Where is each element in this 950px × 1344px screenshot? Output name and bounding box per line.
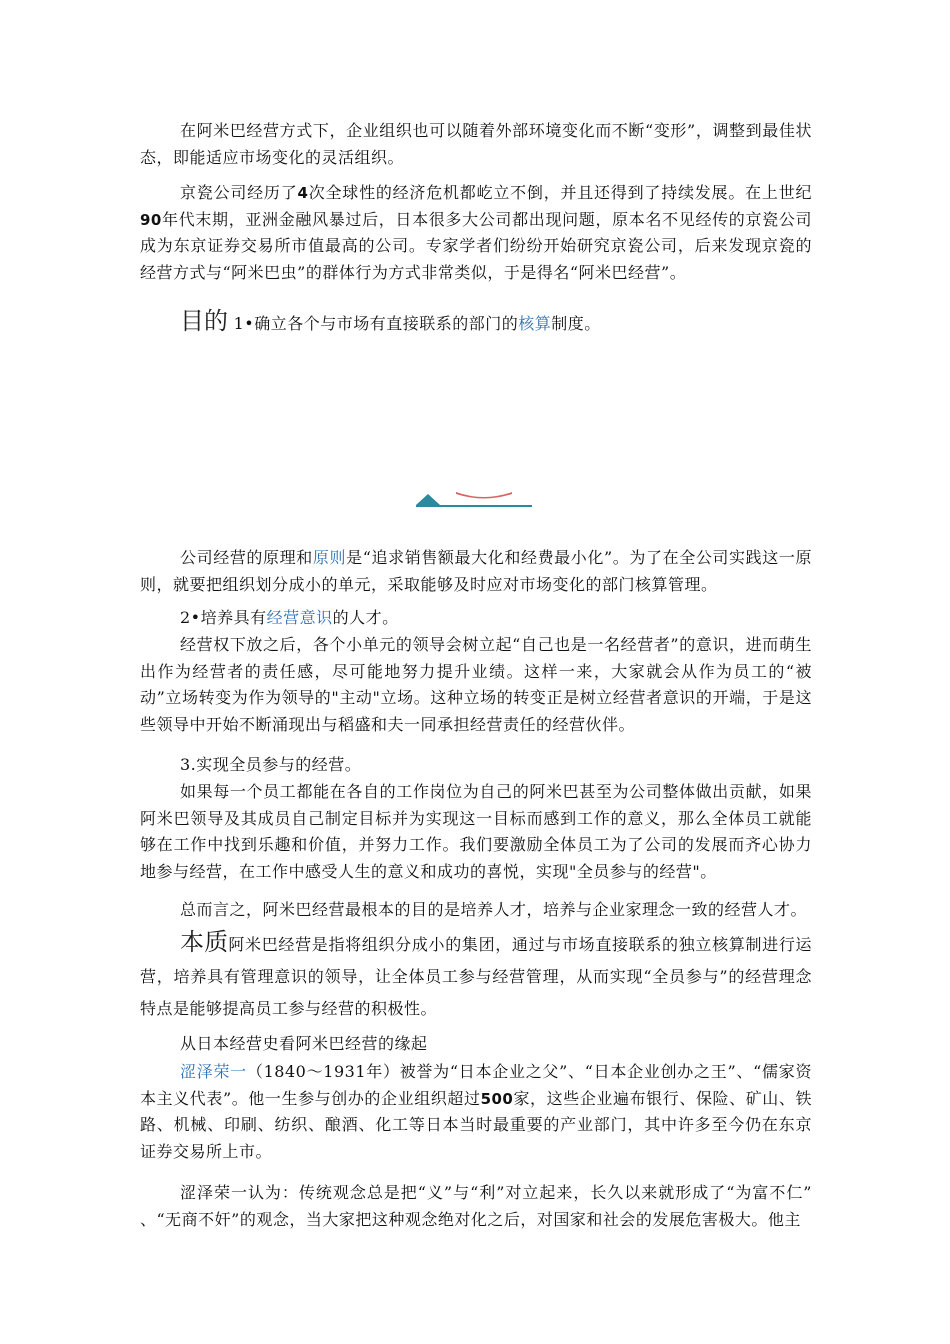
paragraph-purpose-3: 3.实现全员参与的经营。 [180, 755, 362, 774]
paragraph-summary: 总而言之，阿米巴经营最根本的目的是培养人才，培养与企业家理念一致的经营人才。 [180, 900, 808, 919]
paragraph-purpose-2: 2•培养具有经营意识的人才。 [180, 608, 399, 627]
paragraph-shibusawa: 涩泽荣一（1840～1931年）被誉为“日本企业之父”、“日本企业创办之王”、“儒家资本主义代表”。他一生参与创办的企业组织超过500家，这些企业遍布银行、保险、矿山、铁路、机械、印刷、纺织、酿酒、化工等日本当时最重要的产业部门，其中许多至今仍在东京证券交易所上市。 [140, 1062, 812, 1161]
paragraph-kyocera-history: 京瓷公司经历了4次全球性的经济危机都屹立不倒，并且还得到了持续发展。在上世纪90年代末期，亚洲金融风暴过后，日本很多大公司都出现问题，原本名不见经传的京瓷公司成为东京证券交易所市值最高的公司。专家学者们纷纷开始研究京瓷公司，后来发现京瓷的经营方式与“阿米巴虫”的群体行为方式非常类似，于是得名“阿米巴经营”。 [140, 183, 812, 282]
paragraph-principle: 公司经营的原理和原则是“追求销售额最大化和经费最小化”。为了在全公司实践这一原则，就要把组织划分成小的单元，采取能够及时应对市场变化的部门核算管理。 [140, 548, 812, 594]
paragraph-righteousness-profit: 涩泽荣一认为：传统观念总是把“义”与“利”对立起来，长久以来就形成了“为富不仁” 、“无商不奸”的观念，当大家把这种观念绝对化之后，对国家和社会的发展危害极大。他主 [140, 1183, 812, 1229]
paragraph-full-participation: 如果每一个员工都能在各自的工作岗位为自己的阿米巴甚至为公司整体做出贡献，如果阿米巴领导及其成员自己制定目标并为实现这一目标而感到工作的意义，那么全体员工就能够在工作中找到乐趣和价值，并努力工作。我们要激励全体员工为了公司的发展而齐心协力地参与经营，在工作中感受人生的意义和成功的喜悦，实现"全员参与的经营"。 [140, 782, 812, 881]
link-principle[interactable]: 原则 [312, 548, 347, 567]
logo-graphic [414, 486, 534, 510]
link-management-awareness[interactable]: 经营意识 [266, 608, 333, 627]
purpose-heading: 目的 [180, 307, 228, 335]
paragraph-adaptive-organization: 在阿米巴经营方式下，企业组织也可以随着外部环境变化而不断“变形”，调整到最佳状态，即能适应市场变化的灵活组织。 [140, 121, 812, 167]
paragraph-origin-heading: 从日本经营史看阿米巴经营的缘起 [180, 1034, 428, 1053]
paragraph-purpose-1: 目的 1•确立各个与市场有直接联系的部门的核算制度。 [180, 307, 601, 335]
link-accounting[interactable]: 核算 [518, 314, 552, 333]
paragraph-management-rights: 经营权下放之后，各个小单元的领导会树立起“自己也是一名经营者”的意识，进而萌生出作为经营者的责任感，尽可能地努力提升业绩。这样一来，大家就会从作为员工的“被动”立场转变为作为领导的"主动"立场。这种立场的转变正是树立经营者意识的开端，于是这些领导中开始不断涌现出与稻盛和夫一同承担经营责任的经营伙伴。 [140, 635, 812, 734]
paragraph-essence: 本质阿米巴经营是指将组织分成小的集团，通过与市场直接联系的独立核算制进行运营，培养具有管理意识的领导，让全体员工参与经营管理，从而实现“全员参与”的经营理念特点是能够提高员工参与经营的积极性。 [140, 928, 813, 1018]
link-shibusawa[interactable]: 涩泽荣一 [180, 1062, 247, 1081]
essence-heading: 本质 [180, 928, 229, 956]
